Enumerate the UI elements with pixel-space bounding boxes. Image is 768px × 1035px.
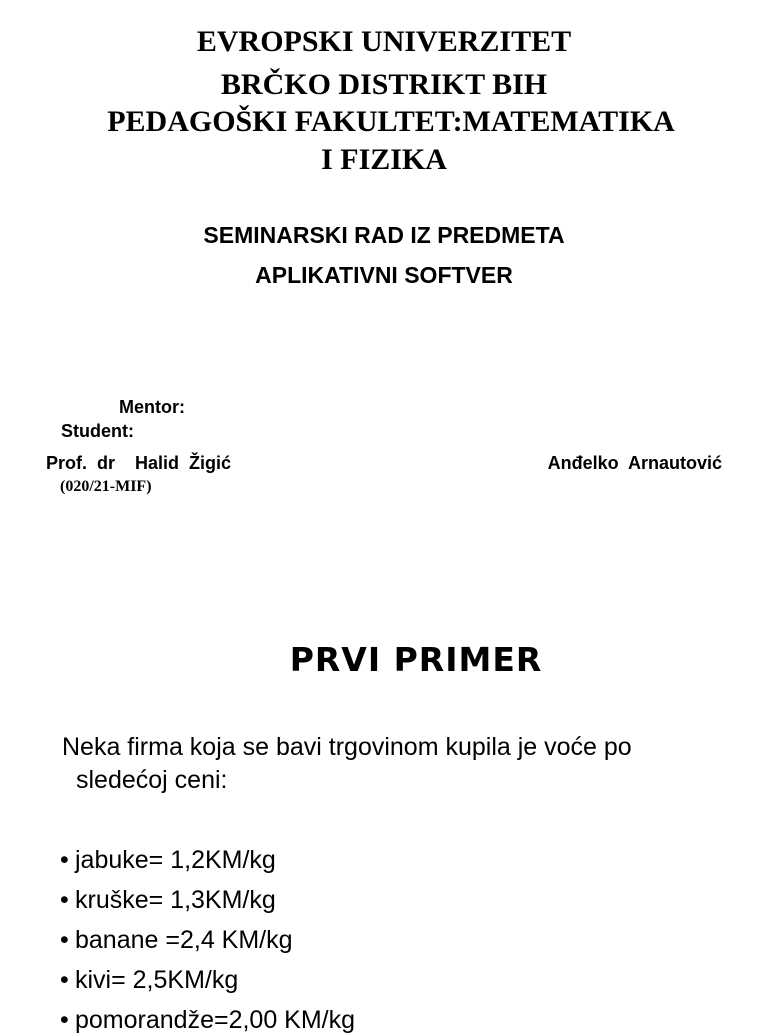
bullet-icon: • [60, 886, 69, 914]
bullet-icon: • [60, 1006, 69, 1034]
student-name: Anđelko Arnautović [547, 453, 722, 473]
mentor-label: Mentor: [119, 397, 185, 417]
intro-paragraph [62, 731, 722, 797]
list-item [60, 885, 276, 915]
list-item [60, 925, 293, 955]
bullet-icon: • [60, 966, 69, 994]
list-item [60, 965, 238, 995]
intro-line-1: Neka firma koja se bavi trgovinom kupila je voće po [62, 733, 632, 761]
list-item-text: pomorandže=2,00 KM/kg [75, 1006, 356, 1034]
list-item-text: jabuke= 1,2KM/kg [75, 846, 276, 874]
list-item-text: banane =2,4 KM/kg [75, 926, 293, 954]
faculty-name-continued: I FIZIKA [321, 143, 447, 176]
faculty-name: PEDAGOŠKI FAKULTET:MATEMATIKA [107, 105, 675, 138]
bullet-icon: • [60, 846, 69, 874]
university-name: EVROPSKI UNIVERZITET [196, 25, 572, 58]
seminar-title: SEMINARSKI RAD IZ PREDMETA [203, 222, 565, 248]
university-location: BRČKO DISTRIKT BIH [220, 68, 548, 101]
list-item-text: kivi= 2,5KM/kg [75, 966, 239, 994]
list-item [60, 845, 276, 875]
list-item-text: kruške= 1,3KM/kg [75, 886, 276, 914]
student-label: Student: [61, 421, 134, 441]
bullet-icon: • [60, 926, 69, 954]
mentor-name: Prof. dr Halid Žigić [46, 453, 232, 473]
intro-line-2: sledećoj ceni: [76, 766, 228, 794]
slide-title: PRVI PRIMER [289, 640, 543, 679]
course-name: APLIKATIVNI SOFTVER [255, 262, 513, 288]
list-item [60, 1005, 355, 1035]
student-index: (020/21-MIF) [60, 478, 152, 495]
